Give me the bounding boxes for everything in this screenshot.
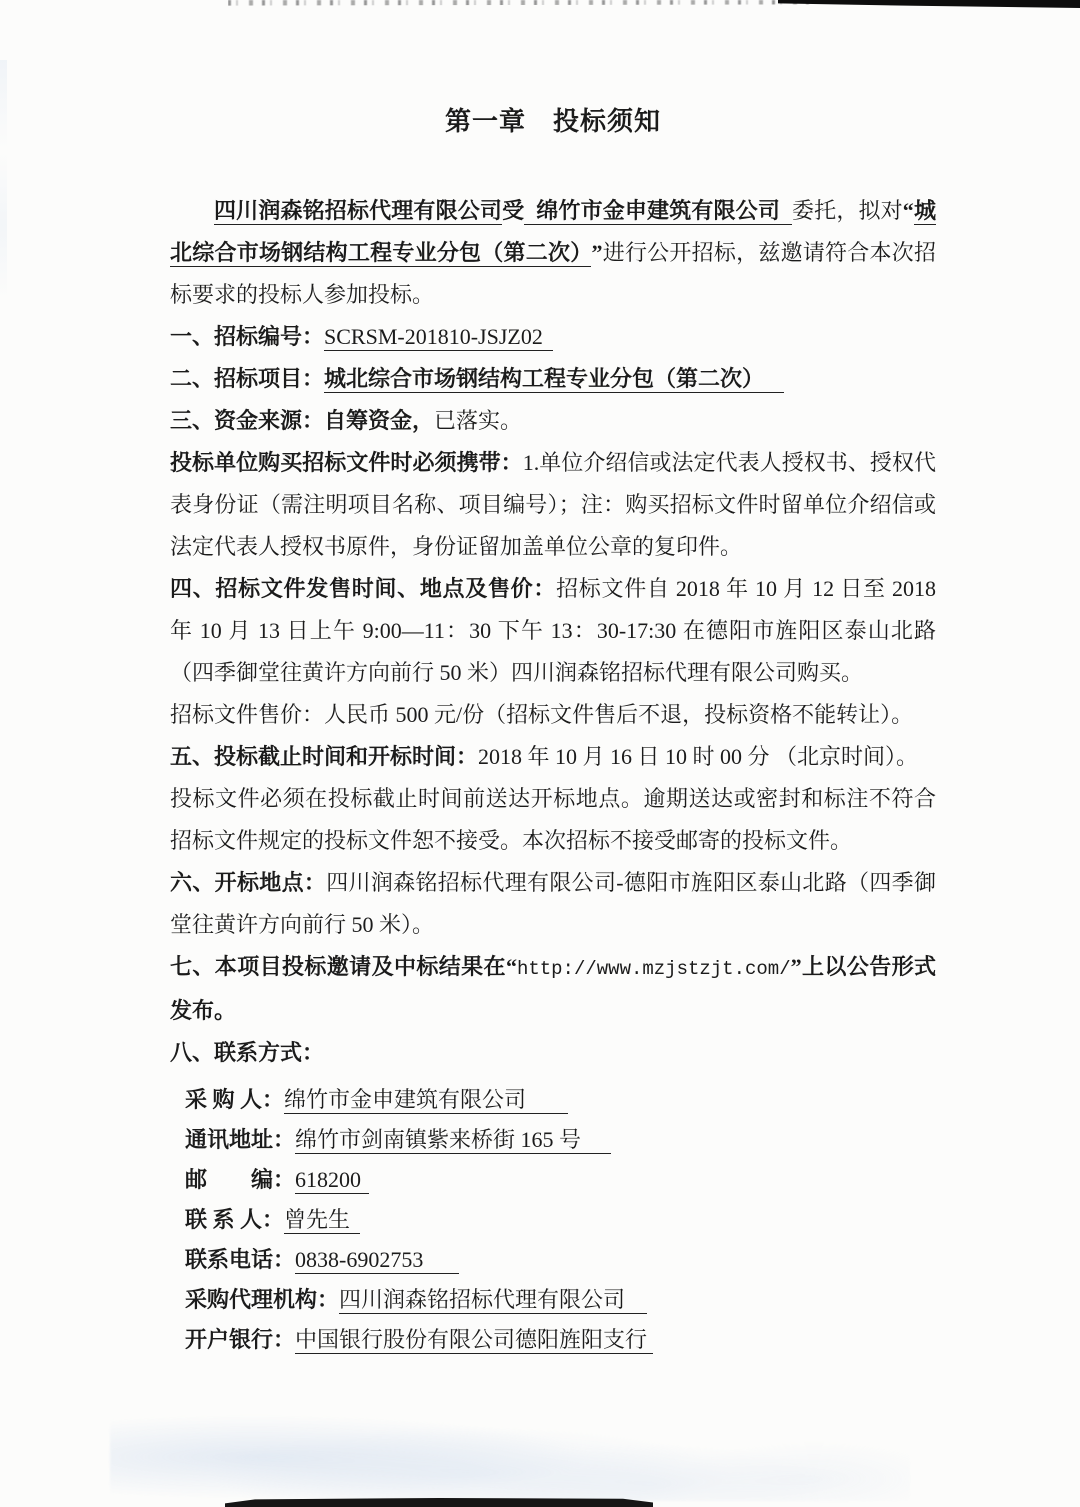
tender-number-value: SCRSM-201810-JSJZ02 <box>324 324 553 351</box>
agency-label: 采购代理机构： <box>185 1287 340 1312</box>
document-price-paragraph <box>170 694 936 736</box>
section-8-contact-heading <box>170 1032 936 1074</box>
section-4-label: 四、招标文件发售时间、地点及售价： <box>170 576 557 601</box>
section-2-label: 二、招标项目： <box>170 366 325 391</box>
delivery-rules-text: 投标文件必须在投标截止时间前送达开标地点。逾期送达或密封和标注不符合招标文件规定的投标文件恕不接受。本次招标不接受邮寄的投标文件。 <box>170 786 936 853</box>
section-3-label: 三、资金来源： <box>170 408 325 433</box>
scan-artifact-top-text-remnant <box>228 0 813 8</box>
section-5-label: 五、投标截止时间和开标时间： <box>170 744 479 769</box>
project-name: 城北综合市场钢结构工程专业分包（第二次） <box>170 198 936 265</box>
document-sale-text: 招标文件自 2018 年 10 月 12 日至 2018 年 10 月 13 日上午 9:00—11：30 下午 13：30-17:30 在德阳市旌阳区泰山北路（四季御堂往黄许方向前行 50 米）四川润森铭招标代理有限公司购买。 <box>170 576 936 685</box>
bank-value: 中国银行股份有限公司德阳旌阳支行 <box>295 1327 653 1354</box>
section-7-pre-text: 七、本项目投标邀请及中标结果在“ <box>170 954 517 979</box>
address-label: 通讯地址： <box>185 1127 296 1152</box>
contact-list <box>185 1080 936 1360</box>
contact-person-label: 联 系 人： <box>185 1207 285 1232</box>
section-6-opening-location <box>170 862 936 946</box>
deadline-text: 2018 年 10 月 16 日 10 时 00 分 （北京时间）。 <box>478 744 919 769</box>
contact-row-bank <box>185 1320 936 1360</box>
contact-row-postcode <box>185 1160 936 1200</box>
purchaser-label: 采 购 人： <box>185 1087 285 1112</box>
contact-row-contact-person <box>185 1200 936 1240</box>
purchase-requirements-text: 1.单位介绍信或法定代表人授权书、授权代表身份证（需注明项目名称、项目编号）；注：购买招标文件时留单位介绍信或法定代表人授权书原件，身份证留加盖单位公章的复印件。 <box>170 450 936 559</box>
contact-row-agency <box>185 1280 936 1320</box>
opening-location-text: 四川润森铭招标代理有限公司-德阳市旌阳区泰山北路（四季御堂往黄许方向前行 50 米）。 <box>170 870 936 937</box>
contact-row-phone <box>185 1240 936 1280</box>
intro-paragraph <box>170 190 936 316</box>
section-5-deadline <box>170 736 936 778</box>
document-content <box>170 104 936 1360</box>
bank-label: 开户银行： <box>185 1327 296 1352</box>
announcement-url: http://www.mzjstzjt.com/ <box>516 958 791 980</box>
postcode-label: 邮 编： <box>185 1167 296 1192</box>
scan-artifact-left-streak <box>0 60 7 360</box>
tender-agency-name: 四川润森铭招标代理有限公司 <box>214 198 503 223</box>
phone-label: 联系电话： <box>185 1247 296 1272</box>
contact-row-purchaser <box>185 1080 936 1120</box>
address-value: 绵竹市剑南镇紫来桥街 165 号 <box>295 1127 611 1154</box>
section-2-tender-project <box>170 358 936 400</box>
section-4-document-sale <box>170 568 936 694</box>
section-7-announcement <box>170 946 936 1032</box>
client-company-name: 绵竹市金申建筑有限公司 <box>524 198 792 225</box>
document-price-label: 招标文件售价： <box>170 702 325 727</box>
document-price-text: 人民币 500 元/份（招标文件售后不退，投标资格不能转让）。 <box>324 702 914 727</box>
intro-mid-text: 委托，拟对 <box>792 198 903 223</box>
tender-project-value: 城北综合市场钢结构工程专业分包（第二次） <box>324 366 784 393</box>
section-1-tender-number <box>170 316 936 358</box>
section-5-continuation <box>170 778 936 862</box>
funding-source-tail: 已落实。 <box>434 408 523 433</box>
contact-row-address <box>185 1120 936 1160</box>
section-7-post-text: ”上以公告形式发布。 <box>170 954 936 1023</box>
open-quote: “ <box>902 198 914 223</box>
funding-source-value: 自筹资金， <box>324 408 435 433</box>
section-1-label: 一、招标编号： <box>170 324 325 349</box>
purchase-requirements-label: 投标单位购买招标文件时必须携带： <box>170 450 523 475</box>
section-3-funding-source <box>170 400 936 442</box>
agency-value: 四川润森铭招标代理有限公司 <box>339 1287 647 1314</box>
phone-value: 0838-6902753 <box>295 1247 459 1274</box>
purchase-requirements-paragraph <box>170 442 936 568</box>
section-6-label: 六、开标地点： <box>170 870 327 895</box>
scan-artifact-bottom-smudge <box>110 1391 910 1501</box>
scan-artifact-top-edge <box>778 0 1080 10</box>
postcode-value: 618200 <box>295 1167 369 1194</box>
contact-person-value: 曾先生 <box>284 1207 360 1234</box>
purchaser-value: 绵竹市金申建筑有限公司 <box>284 1087 568 1114</box>
close-quote: ” <box>591 240 603 265</box>
scan-artifact-bottom-edge <box>225 1498 653 1507</box>
chapter-title: 第一章 投标须知 <box>444 107 661 136</box>
intro-conjunction: 受 <box>502 198 525 223</box>
section-8-label: 八、联系方式： <box>170 1040 325 1065</box>
intro-tail-text: 进行公开招标，兹邀请符合本次招标要求的投标人参加投标。 <box>170 240 936 307</box>
